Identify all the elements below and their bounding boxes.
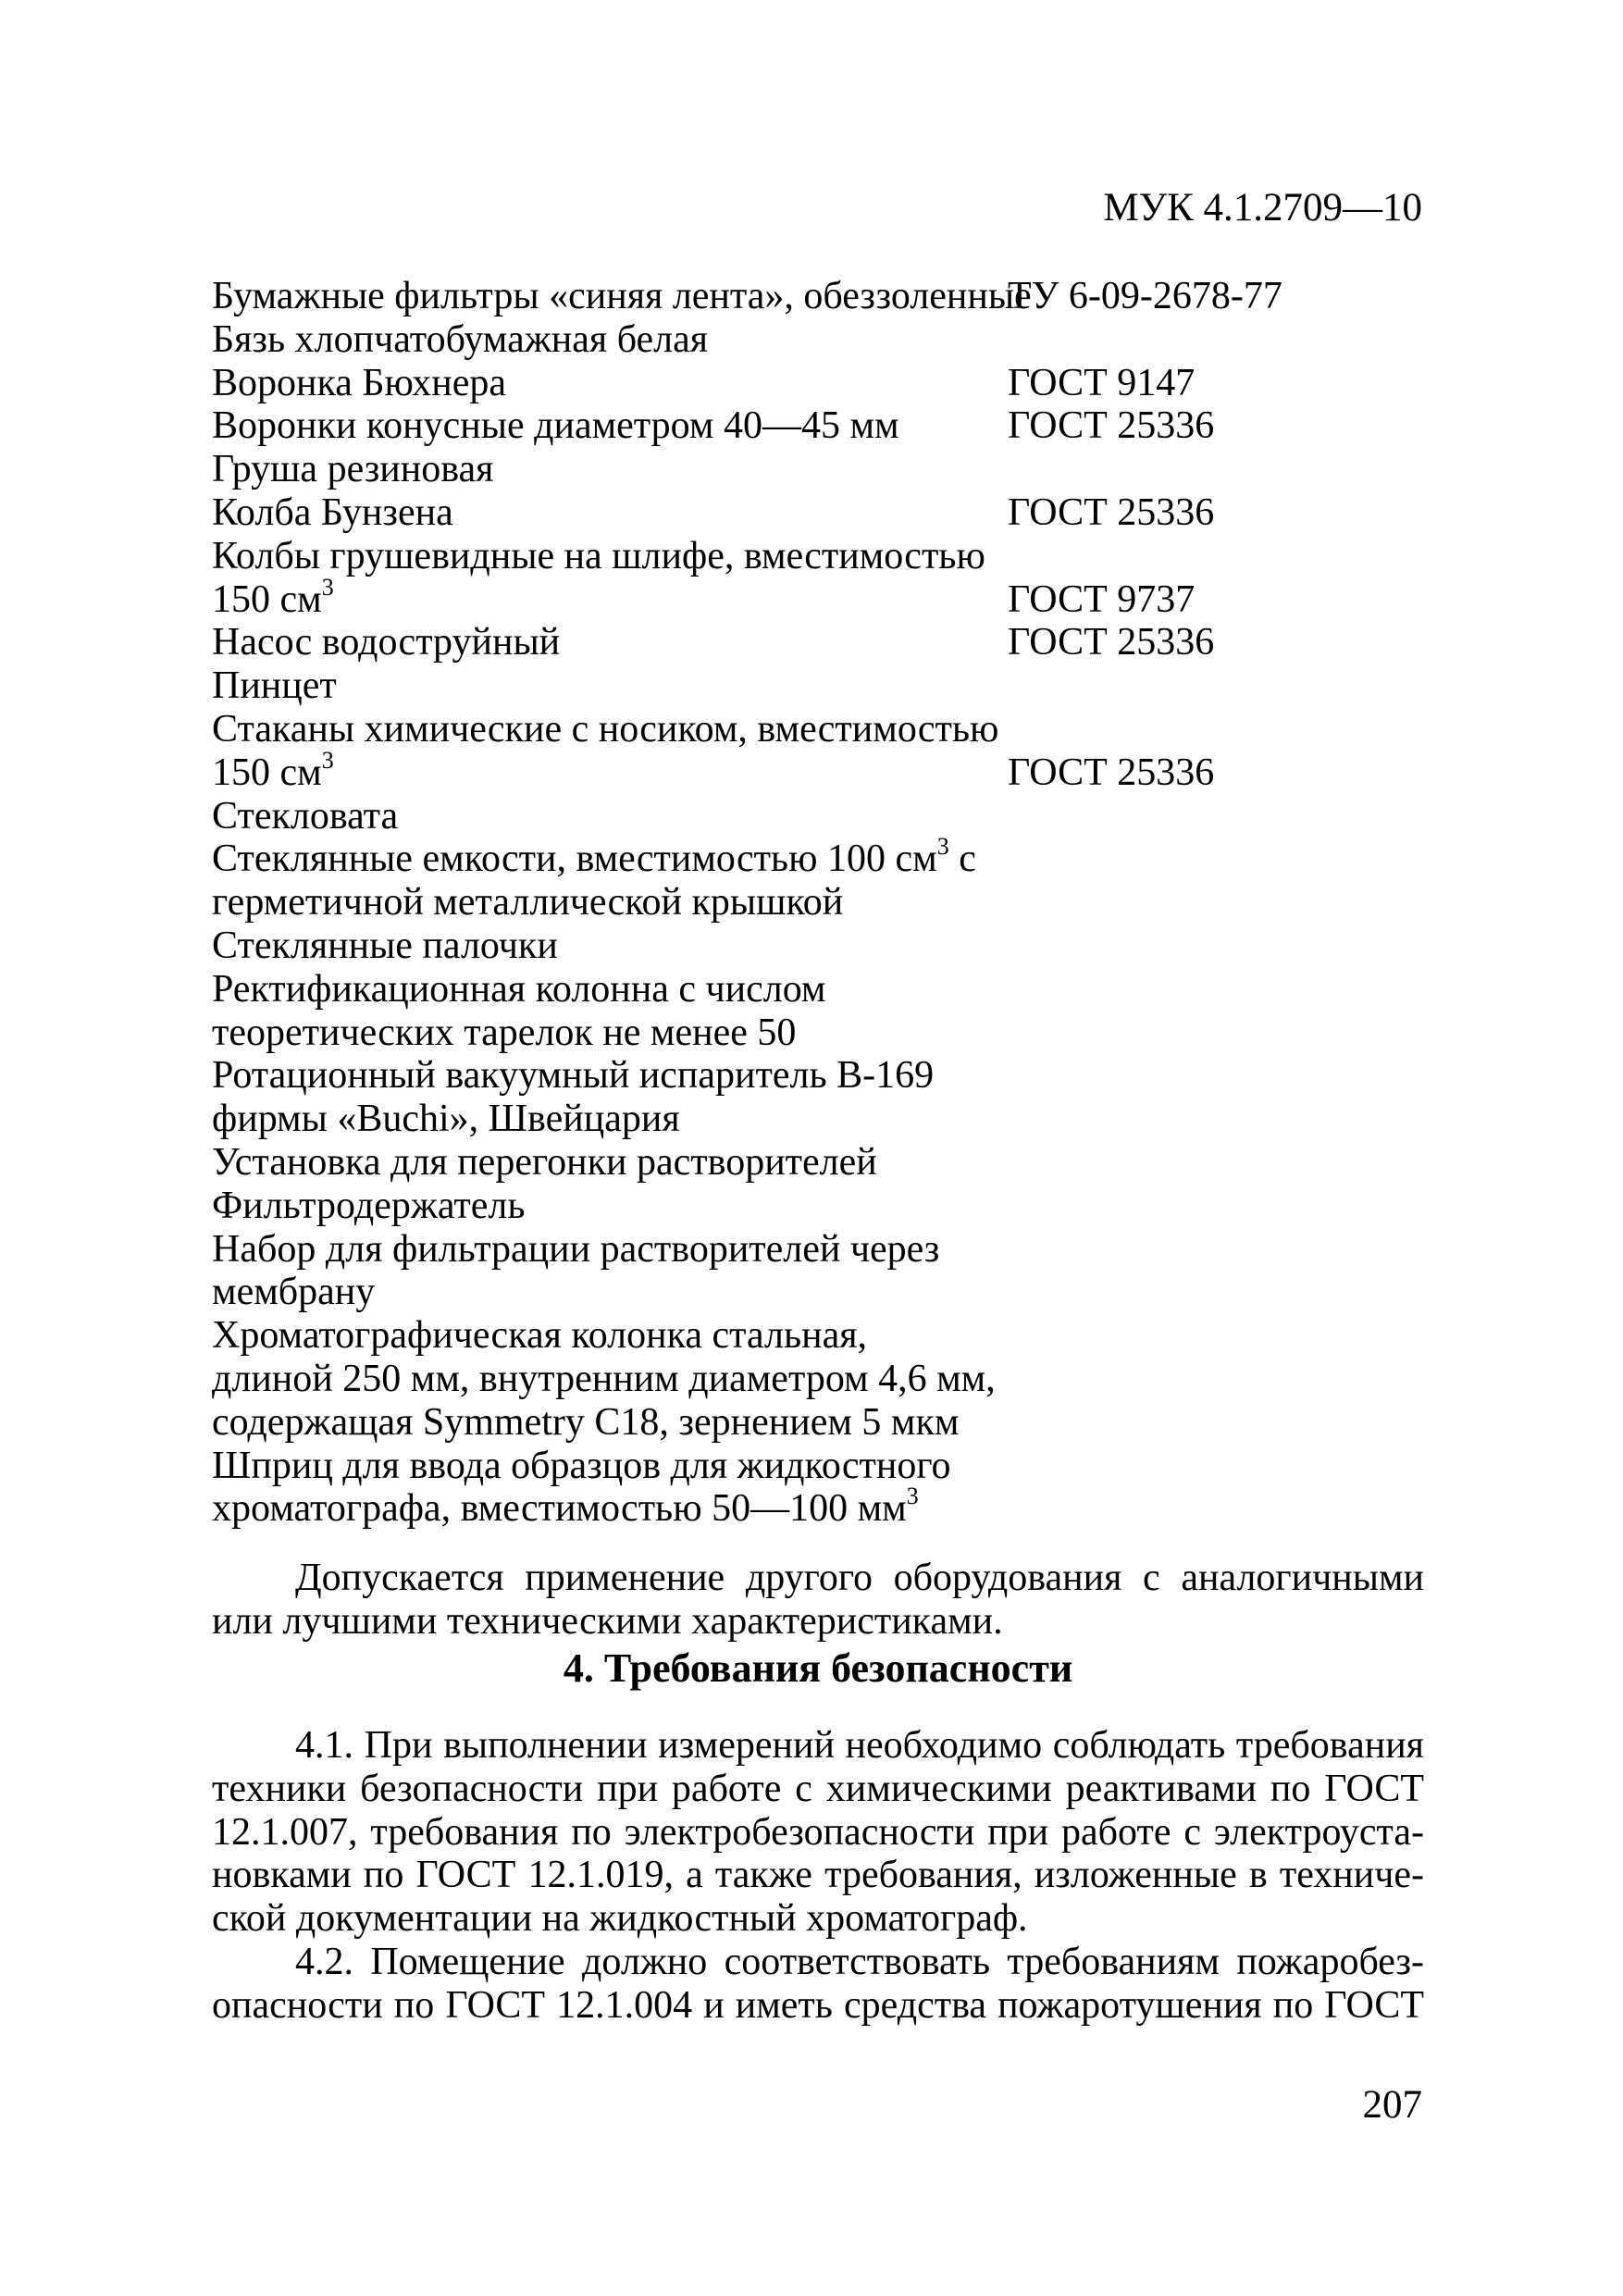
equipment-row xyxy=(212,1185,1424,1228)
p41-line-1: 4.1. При выполнении измерений необходимо соблюдать требования xyxy=(295,1724,1424,1767)
equipment-name-text: фирмы «Buchi», Швейцария xyxy=(212,1098,680,1141)
equipment-name-text: Воронка Бюхнера xyxy=(212,361,507,404)
equipment-name-line xyxy=(212,1445,1008,1488)
equipment-name-text: герметичной металлической крышкой xyxy=(212,881,844,925)
equipment-row xyxy=(212,404,1424,448)
equipment-row xyxy=(212,1054,1424,1141)
equipment-row xyxy=(212,318,1424,362)
equipment-row xyxy=(212,708,1424,795)
equipment-name-text: длиной 250 мм, внутренним диаметром 4,6 мм, xyxy=(212,1357,996,1400)
equipment-name xyxy=(212,448,1008,491)
superscript: 3 xyxy=(906,1483,919,1510)
equipment-name xyxy=(212,1445,1008,1532)
equipment-name-line xyxy=(212,664,1008,708)
equipment-name-text: Установка для перегонки растворителей xyxy=(212,1140,877,1184)
equipment-row xyxy=(212,1141,1424,1185)
equipment-list xyxy=(212,275,1424,1531)
equipment-standard: ГОСТ 9147 xyxy=(1008,361,1196,404)
equipment-name-text: Стекловата xyxy=(212,794,399,838)
equipment-name-text: Стеклянные палочки xyxy=(212,924,558,967)
equipment-name-text: 150 см xyxy=(212,577,322,621)
equipment-standard: ГОСТ 25336 xyxy=(1008,751,1215,794)
p41-line-2: техники безопасности при работе с химическими реактивами по ГОСТ xyxy=(212,1767,1424,1810)
equipment-name xyxy=(212,1054,1008,1141)
equipment-name-text: Шприц для ввода образцов для жидкостного xyxy=(212,1444,951,1487)
superscript: 3 xyxy=(321,573,334,601)
equipment-name-line xyxy=(212,1011,1008,1055)
p41-line-3: 12.1.007, требования по электробезопасности при работе с электроуста- xyxy=(212,1810,1424,1854)
equipment-name-text: Груша резиновая xyxy=(212,448,494,491)
section-4-body xyxy=(212,1724,1424,2028)
equipment-name-line xyxy=(212,1483,1008,1531)
equipment-row xyxy=(212,795,1424,838)
equipment-name-text: с xyxy=(948,838,976,881)
equipment-row xyxy=(212,362,1424,405)
equipment-name-text: Ротационный вакуумный испаритель В-169 xyxy=(212,1054,935,1098)
equipment-name-text: содержащая Symmetry C18, зернением 5 мкм xyxy=(212,1400,960,1444)
equipment-name-line xyxy=(212,833,1008,881)
equipment-name-line xyxy=(212,1228,1008,1272)
equipment-name xyxy=(212,1314,1008,1444)
equipment-name-text: 150 см xyxy=(212,751,322,794)
equipment-name-line xyxy=(212,1401,1008,1445)
p41-line-4: новками по ГОСТ 12.1.019, а также требования, изложенные в техниче- xyxy=(212,1854,1424,1897)
equipment-name-line xyxy=(212,1185,1008,1228)
note-line-2: или лучшими техническими характеристиками. xyxy=(212,1599,1003,1643)
equipment-row xyxy=(212,1445,1424,1532)
equipment-name xyxy=(212,925,1008,968)
equipment-name-text: Бязь хлопчатобумажная белая xyxy=(212,317,709,361)
equipment-name-text: Ректификационная колонна с числом xyxy=(212,967,826,1011)
equipment-name xyxy=(212,664,1008,708)
equipment-name-text: Стаканы химические с носиком, вместимостью xyxy=(212,707,999,751)
equipment-name xyxy=(212,1185,1008,1228)
equipment-standard: ГОСТ 25336 xyxy=(1008,621,1215,664)
equipment-name-text: Колбы грушевидные на шлифе, вместимостью xyxy=(212,534,985,577)
equipment-standard: ГОСТ 25336 xyxy=(1008,404,1215,448)
note-line-1: Допускается применение другого оборудования с аналогичными xyxy=(295,1557,1424,1599)
equipment-name xyxy=(212,833,1008,925)
equipment-row xyxy=(212,664,1424,708)
superscript: 3 xyxy=(936,833,949,861)
equipment-name-line xyxy=(212,708,1008,751)
equipment-name-line xyxy=(212,1358,1008,1401)
equipment-name-line xyxy=(212,1141,1008,1185)
equipment-name-text: мембрану xyxy=(212,1271,376,1314)
equipment-name-line xyxy=(212,448,1008,491)
p42-line-1: 4.2. Помещение должно соответствовать требованиям пожаробез- xyxy=(295,1940,1424,1983)
document-code-header: МУК 4.1.2709—10 xyxy=(1103,186,1422,230)
equipment-name-text: Пинцет xyxy=(212,664,337,708)
equipment-row xyxy=(212,448,1424,491)
page-number: 207 xyxy=(1362,2083,1422,2127)
equipment-name-text: Колба Бунзена xyxy=(212,490,453,534)
equipment-name-line xyxy=(212,1271,1008,1314)
equipment-name-line xyxy=(212,1098,1008,1141)
equipment-row xyxy=(212,621,1424,664)
equipment-name xyxy=(212,795,1008,838)
equipment-name xyxy=(212,968,1008,1055)
equipment-name-text: Стеклянные емкости, вместимостью 100 см xyxy=(212,838,937,881)
equipment-row xyxy=(212,833,1424,925)
equipment-name-line xyxy=(212,1314,1008,1358)
equipment-name-text: Фильтродержатель xyxy=(212,1184,526,1227)
equipment-name-line xyxy=(212,881,1008,925)
p41-line-5: ской документации на жидкостный хроматограф. xyxy=(212,1897,1028,1941)
equipment-name-text: хроматографа, вместимостью 50—100 мм xyxy=(212,1487,907,1531)
equipment-name-text: Набор для фильтрации растворителей через xyxy=(212,1227,940,1271)
equipment-row xyxy=(212,1314,1424,1444)
equipment-row xyxy=(212,968,1424,1055)
equipment-row xyxy=(212,275,1424,318)
equipment-standard: ТУ 6-09-2678-77 xyxy=(1008,275,1282,317)
superscript: 3 xyxy=(321,746,334,774)
equipment-row xyxy=(212,1228,1424,1315)
equipment-name-text: Хроматографическая колонка стальная, xyxy=(212,1314,868,1358)
equipment-row xyxy=(212,925,1424,968)
equipment-name-line xyxy=(212,795,1008,838)
paragraph-4-1 xyxy=(212,1724,1424,1941)
equipment-name-text: Воронки конусные диаметром 40—45 мм xyxy=(212,404,899,448)
equipment-row xyxy=(212,491,1424,535)
equipment-name-line xyxy=(212,535,1008,578)
equipment-row xyxy=(212,535,1424,622)
paragraph-4-2 xyxy=(212,1941,1424,2028)
note-paragraph xyxy=(212,1557,1424,1644)
equipment-name-text: Насос водоструйный xyxy=(212,621,561,664)
equipment-name-text: Бумажные фильтры «синяя лента», обеззоленные xyxy=(212,275,1032,317)
equipment-standard: ГОСТ 25336 xyxy=(1008,490,1215,534)
equipment-name-text: теоретических тарелок не менее 50 xyxy=(212,1011,797,1054)
equipment-name-line xyxy=(212,318,1008,362)
equipment-name-line xyxy=(212,925,1008,968)
section-heading: 4. Требования безопасности xyxy=(563,1645,1073,1691)
equipment-name xyxy=(212,1228,1008,1315)
equipment-standard: ГОСТ 9737 xyxy=(1008,577,1196,621)
equipment-name xyxy=(212,1141,1008,1185)
equipment-name-line xyxy=(212,1054,1008,1098)
equipment-note xyxy=(212,1557,1424,1644)
equipment-name-line xyxy=(212,968,1008,1011)
equipment-name xyxy=(212,318,1008,362)
p42-line-2: опасности по ГОСТ 12.1.004 и иметь средства пожаротушения по ГОСТ xyxy=(212,1983,1424,2027)
